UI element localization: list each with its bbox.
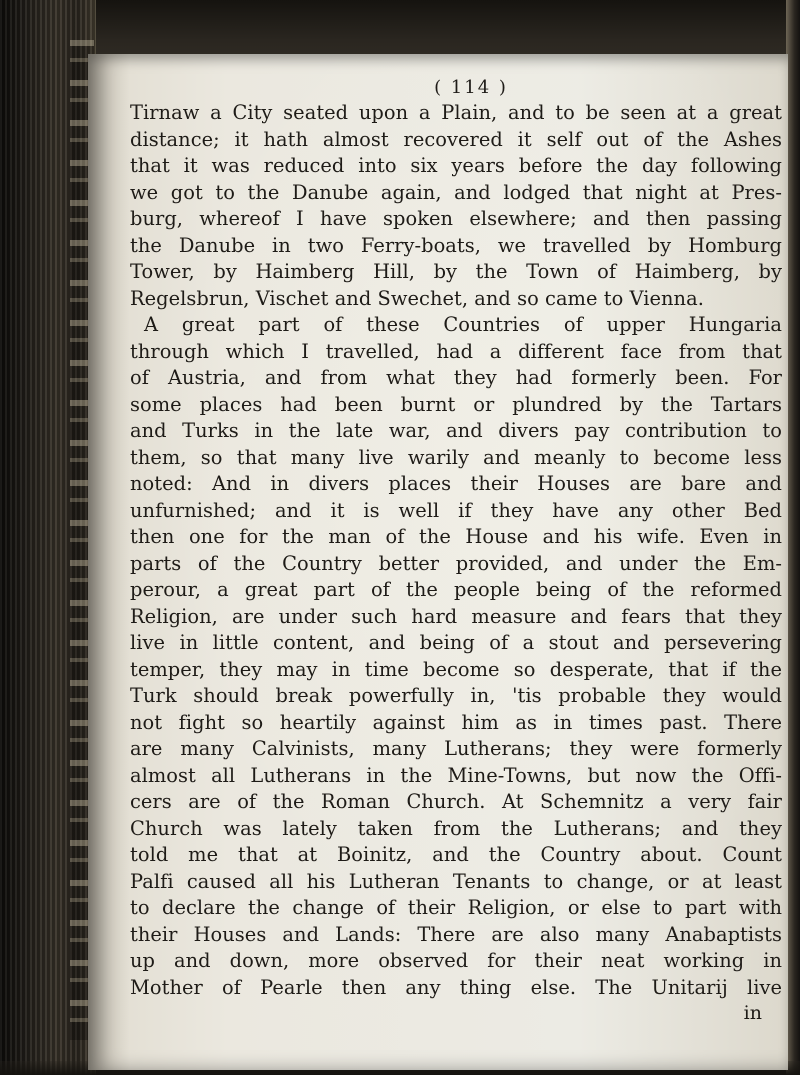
text-line: distance; it hath almost recovered it self out of the Ashes bbox=[130, 127, 782, 151]
text-line: Tirnaw a City seated upon a Plain, and to be seen at a great bbox=[130, 101, 782, 124]
page-number-header: ( 114 ) bbox=[434, 77, 508, 98]
text-line: are many Calvinists, many Lutherans; they were formerly bbox=[130, 737, 782, 760]
text-line: Turk should break powerfully in, 'tis probable they would bbox=[130, 684, 782, 707]
book-page bbox=[88, 54, 788, 1070]
scan-right-border bbox=[786, 0, 800, 1075]
page-text bbox=[130, 76, 782, 1025]
text-line: Church was lately taken from the Lutherans; and they bbox=[130, 816, 782, 840]
text-line: Religion, are under such hard measure and fears that they bbox=[130, 604, 782, 628]
text-line: then one for the man of the House and his wife. Even in bbox=[130, 525, 782, 548]
text-line: through which I travelled, had a different face from that bbox=[130, 339, 782, 363]
text-line: Palfi caused all his Lutheran Tenants to change, or at least bbox=[130, 869, 782, 893]
text-line: Tower, by Haimberg Hill, by the Town of Haimberg, by bbox=[130, 260, 782, 283]
text-line: their Houses and Lands: There are also many Anabaptists bbox=[130, 922, 782, 946]
text-line: temper, they may in time become so desperate, that if the bbox=[130, 657, 782, 681]
text-line: A great part of these Countries of upper Hungaria bbox=[144, 313, 782, 336]
text-line: almost all Lutherans in the Mine-Towns, but now the Offi- bbox=[130, 763, 782, 787]
book-binding bbox=[0, 0, 96, 1075]
text-lines bbox=[130, 100, 782, 1001]
text-line: the Danube in two Ferry-boats, we travelled by Homburg bbox=[130, 233, 782, 257]
text-line: Mother of Pearle then any thing else. The Unitarij live bbox=[130, 975, 782, 999]
text-line: perour, a great part of the people being of the reformed bbox=[130, 578, 782, 601]
text-line: and Turks in the late war, and divers pay contribution to bbox=[130, 419, 782, 442]
text-line: to declare the change of their Religion, or else to part with bbox=[130, 896, 782, 919]
text-line: Regelsbrun, Vischet and Swechet, and so came to Vienna. bbox=[130, 286, 704, 310]
text-line: told me that at Boinitz, and the Country about. Count bbox=[130, 843, 782, 866]
text-line: parts of the Country better provided, and under the Em- bbox=[130, 551, 782, 575]
text-line: we got to the Danube again, and lodged that night at Pres- bbox=[130, 180, 782, 204]
text-line: cers are of the Roman Church. At Schemnitz a very fair bbox=[130, 790, 782, 813]
text-line: noted: And in divers places their Houses are bare and bbox=[130, 472, 782, 495]
text-line: burg, whereof I have spoken elsewhere; and then passing bbox=[130, 207, 782, 230]
catchword: in bbox=[743, 1002, 762, 1024]
text-line: of Austria, and from what they had formerly been. For bbox=[130, 366, 782, 389]
text-line: live in little content, and being of a stout and persevering bbox=[130, 631, 782, 654]
text-line: unfurnished; and it is well if they have any other Bed bbox=[130, 498, 782, 522]
text-line: up and down, more observed for their neat working in bbox=[130, 949, 782, 972]
scan-top-border bbox=[0, 0, 800, 58]
text-line: not fight so heartily against him as in times past. There bbox=[130, 710, 782, 734]
text-line: that it was reduced into six years before the day following bbox=[130, 154, 782, 177]
text-line: some places had been burnt or plundred by the Tartars bbox=[130, 392, 782, 416]
text-line: them, so that many live warily and meanly to become less bbox=[130, 445, 782, 469]
